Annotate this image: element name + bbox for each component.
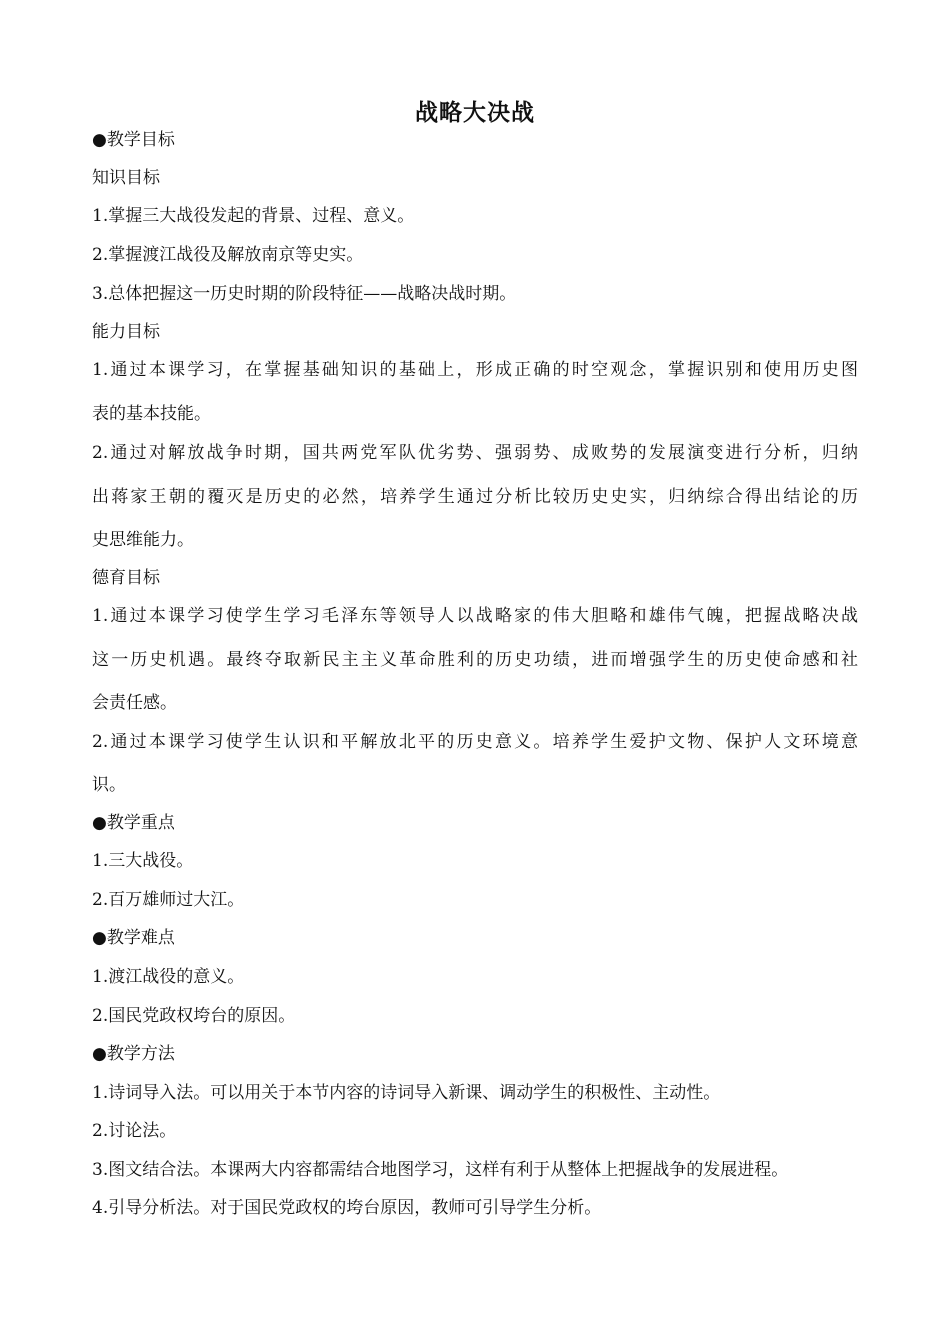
paragraph-line: 1.通过本课学习使学生学习毛泽东等领导人以战略家的伟大胆略和雄伟气魄，把握战略决战 [92, 606, 858, 626]
paragraph-line: 会责任感。 [92, 693, 177, 713]
list-item: 3.总体把握这一历史时期的阶段特征——战略决战时期。 [92, 284, 517, 304]
subheading-knowledge-goals: 知识目标 [92, 168, 160, 188]
list-item: 1.诗词导入法。可以用关于本节内容的诗词导入新课、调动学生的积极性、主动性。 [92, 1083, 721, 1103]
list-item: 2.掌握渡江战役及解放南京等史实。 [92, 245, 364, 265]
list-item: 2.国民党政权垮台的原因。 [92, 1006, 296, 1026]
list-item: 2.百万雄师过大江。 [92, 890, 245, 910]
list-item: 1.掌握三大战役发起的背景、过程、意义。 [92, 206, 415, 226]
list-item: 2.讨论法。 [92, 1121, 177, 1141]
paragraph-line: 1.通过本课学习，在掌握基础知识的基础上，形成正确的时空观念，掌握识别和使用历史图 [92, 360, 858, 380]
paragraph-line: 2.通过本课学习使学生认识和平解放北平的历史意义。培养学生爱护文物、保护人文环境意 [92, 732, 858, 752]
list-item: 3.图文结合法。本课两大内容都需结合地图学习，这样有利于从整体上把握战争的发展进程。 [92, 1160, 789, 1180]
section-heading-methods: ●教学方法 [92, 1044, 175, 1064]
paragraph-line: 识。 [92, 775, 126, 795]
paragraph-line: 这一历史机遇。最终夺取新民主主义革命胜利的历史功绩，进而增强学生的历史使命感和社 [92, 650, 858, 670]
list-item: 4.引导分析法。对于国民党政权的垮台原因，教师可引导学生分析。 [92, 1198, 602, 1218]
paragraph-line: 出蒋家王朝的覆灭是历史的必然，培养学生通过分析比较历史史实，归纳综合得出结论的历 [92, 487, 858, 507]
subheading-moral-goals: 德育目标 [92, 568, 160, 588]
subheading-ability-goals: 能力目标 [92, 322, 160, 342]
paragraph-line: 史思维能力。 [92, 530, 194, 550]
list-item: 1.三大战役。 [92, 851, 194, 871]
list-item: 1.渡江战役的意义。 [92, 967, 245, 987]
document-title: 战略大决战 [415, 100, 535, 126]
paragraph-line: 2.通过对解放战争时期，国共两党军队优劣势、强弱势、成败势的发展演变进行分析，归纳 [92, 443, 858, 463]
paragraph-line: 表的基本技能。 [92, 404, 211, 424]
section-heading-teaching-goals: ●教学目标 [92, 130, 175, 150]
section-heading-difficulties: ●教学难点 [92, 928, 175, 948]
section-heading-key-points: ●教学重点 [92, 813, 175, 833]
